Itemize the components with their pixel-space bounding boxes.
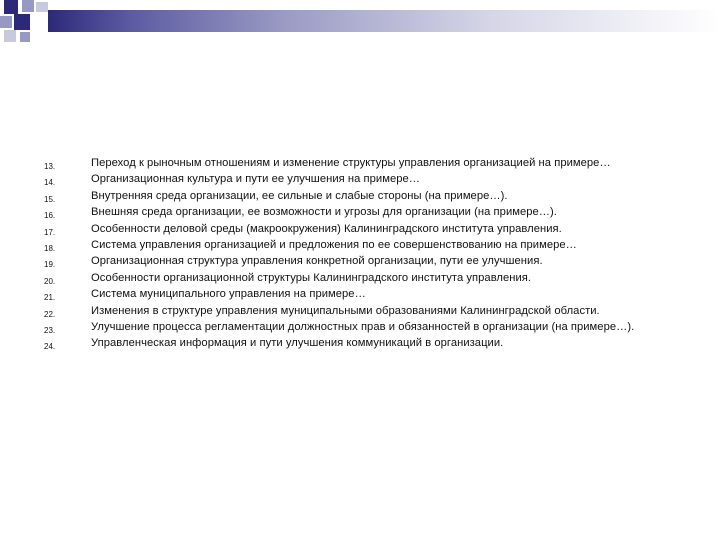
list-item <box>44 338 684 353</box>
decorative-header-bar <box>48 10 720 32</box>
list-item-text: Организационная культура и пути ее улучшения на примере… <box>91 173 421 186</box>
list-item <box>44 174 684 189</box>
list-item <box>44 240 684 255</box>
list-item-text: Переход к рыночным отношениям и изменение структуры управления организацией на примере… <box>91 157 611 169</box>
list-item-number: 17. <box>44 227 56 237</box>
list-item <box>44 322 684 337</box>
list-item <box>44 289 684 304</box>
list-item <box>44 306 684 321</box>
topic-list <box>44 158 684 355</box>
list-item-number: 18. <box>44 243 56 253</box>
list-item-text: Внешняя среда организации, ее возможности и угрозы для организации (на примере…). <box>91 206 557 219</box>
list-item-number: 24. <box>44 342 56 352</box>
list-item-number: 16. <box>44 211 56 221</box>
list-item <box>44 158 684 173</box>
list-item <box>44 207 684 222</box>
list-item-text: Система муниципального управления на примере… <box>91 288 366 301</box>
list-item-number: 23. <box>44 325 56 335</box>
list-item-text: Организационная структура управления конкретной организации, пути ее улучшения. <box>91 255 543 268</box>
list-item-number: 13. <box>44 162 56 171</box>
list-item-text: Система управления организацией и предложения по ее совершенствованию на примере… <box>91 238 577 251</box>
list-item-number: 14. <box>44 178 56 188</box>
list-item-text: Управленческая информация и пути улучшения коммуникаций в организации. <box>91 337 504 350</box>
list-item <box>44 191 684 206</box>
list-item-number: 21. <box>44 293 56 303</box>
list-item-text: Изменения в структуре управления муниципальными образованиями Калининградской области. <box>91 304 600 317</box>
list-item <box>44 273 684 288</box>
list-item-text: Особенности организационной структуры Калининградского института управления. <box>91 271 532 284</box>
list-item-text: Особенности деловой среды (макроокружения) Калининградского института управления. <box>91 222 562 235</box>
list-item <box>44 224 684 239</box>
list-item <box>44 256 684 271</box>
list-item-text: Внутренняя среда организации, ее сильные и слабые стороны (на примере…). <box>91 189 508 202</box>
list-item-number: 20. <box>44 276 56 286</box>
list-item-number: 15. <box>44 194 56 204</box>
list-item-number: 19. <box>44 260 56 270</box>
list-item-number: 22. <box>44 309 56 319</box>
list-item-text: Улучшение процесса регламентации должностных прав и обязанностей в организации (на примере…). <box>91 320 635 333</box>
